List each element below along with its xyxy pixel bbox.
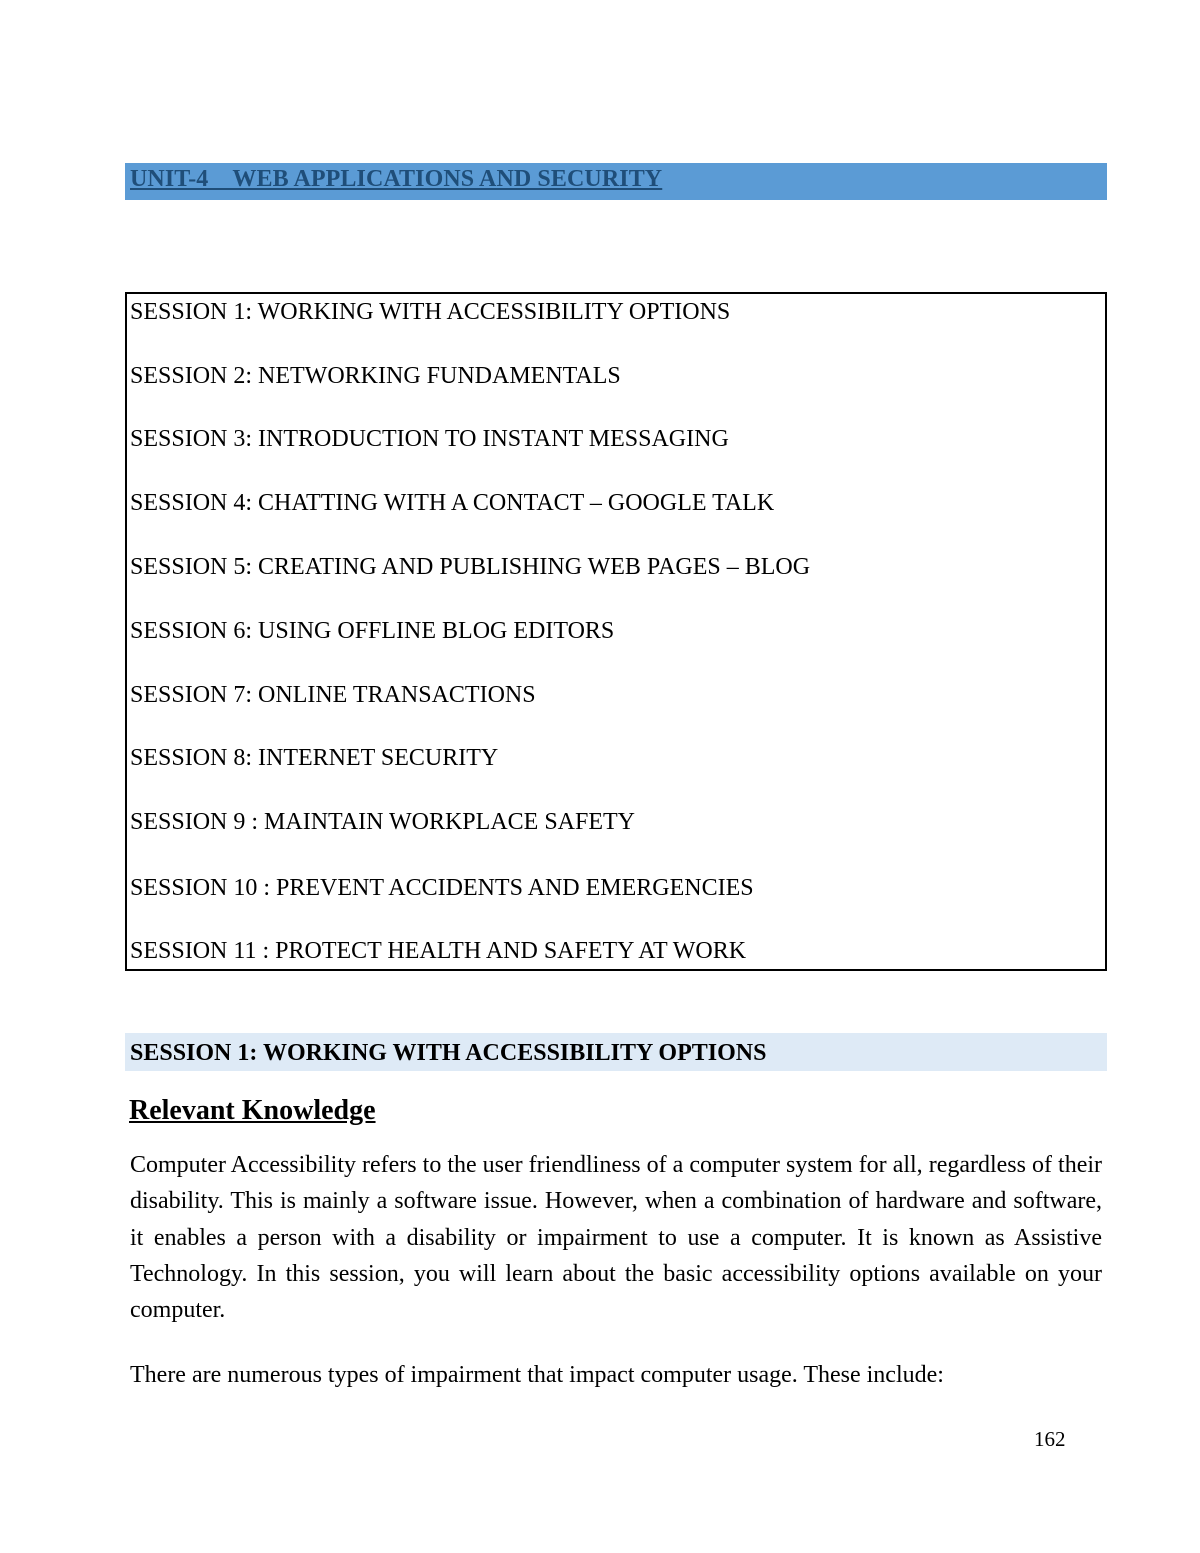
unit-banner — [125, 163, 1107, 200]
session-list-item: SESSION 3: INTRODUCTION TO INSTANT MESSAGING — [130, 426, 729, 452]
session-list-item: SESSION 10 : PREVENT ACCIDENTS AND EMERGENCIES — [130, 875, 754, 901]
page-number: 162 — [1034, 1427, 1066, 1451]
session-list-item: SESSION 8: INTERNET SECURITY — [130, 745, 499, 771]
unit-title: UNIT-4 WEB APPLICATIONS AND SECURITY — [130, 166, 663, 192]
session-list-item: SESSION 4: CHATTING WITH A CONTACT – GOOGLE TALK — [130, 490, 775, 516]
relevant-knowledge-heading: Relevant Knowledge — [129, 1095, 376, 1126]
body-paragraph: Computer Accessibility refers to the user friendliness of a computer system for all, regardless of their disability. This is mainly a software issue. However, when a combination of hardware and software, it enables a person with a disability or impairment to use a computer. It is known as Assistive Technology. In this session, you will learn about the basic accessibility options available on your computer. — [130, 1152, 1102, 1324]
session-list-box — [125, 292, 1107, 971]
body-paragraph: There are numerous types of impairment that impact computer usage. These include: — [130, 1362, 944, 1388]
session-list-item: SESSION 5: CREATING AND PUBLISHING WEB PAGES – BLOG — [130, 554, 811, 580]
session-list-item: SESSION 7: ONLINE TRANSACTIONS — [130, 682, 536, 708]
session-heading: SESSION 1: WORKING WITH ACCESSIBILITY OPTIONS — [130, 1040, 767, 1066]
session-list-item: SESSION 6: USING OFFLINE BLOG EDITORS — [130, 618, 615, 644]
session-list-item: SESSION 1: WORKING WITH ACCESSIBILITY OPTIONS — [130, 299, 731, 325]
session-list-item: SESSION 9 : MAINTAIN WORKPLACE SAFETY — [130, 809, 635, 835]
session-list-item: SESSION 11 : PROTECT HEALTH AND SAFETY AT WORK — [130, 938, 747, 964]
session-heading-bar — [125, 1033, 1107, 1071]
session-list-item: SESSION 2: NETWORKING FUNDAMENTALS — [130, 363, 621, 389]
